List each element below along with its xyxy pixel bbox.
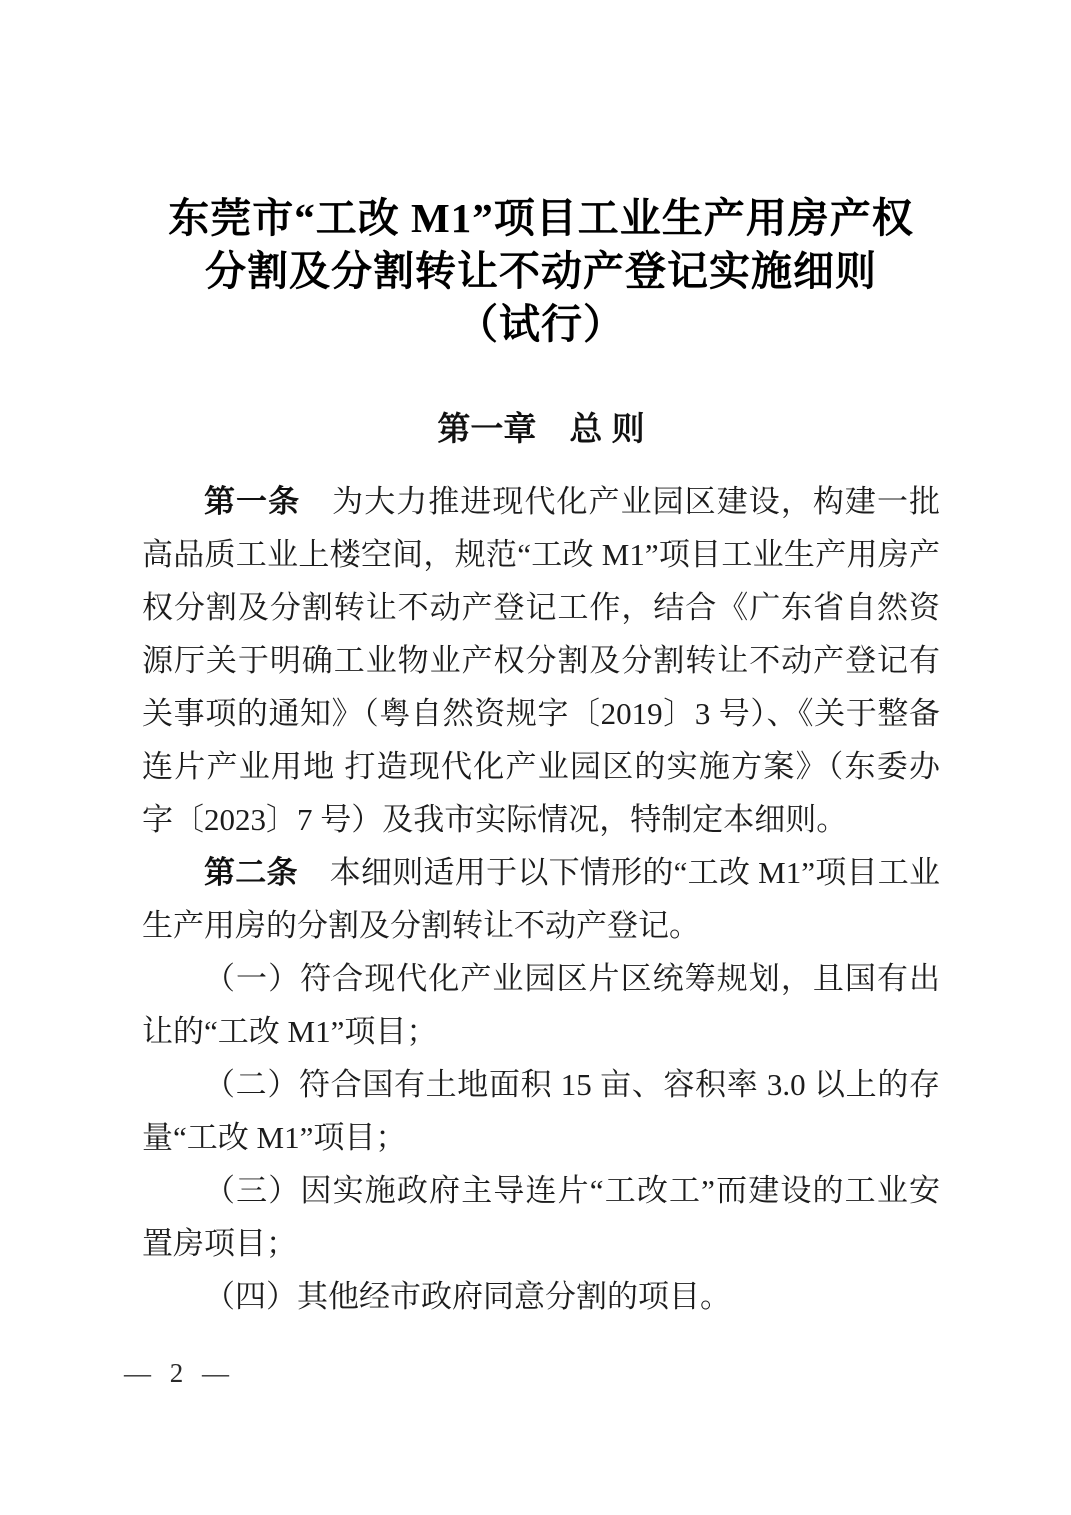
paragraph-article-1 bbox=[142, 475, 940, 846]
paragraph-item-1 bbox=[142, 952, 940, 1058]
document-title-line-1: 东莞市“工改 M1”项目工业生产用房产权 bbox=[168, 195, 914, 241]
article-2-label: 第二条 bbox=[204, 855, 298, 890]
article-1-text: 为大力推进现代化产业园区建设，构建一批高品质工业上楼空间，规范“工改 M1”项目工业生产用房产权分割及分割转让不动产登记工作，结合《广东省自然资源厅关于明确工业物业产权分割及分割转让不动产登记有关事项的通知》（粤自然资规字〔2019〕3 号）、《关于整备连片产业用地 打造现代化产业园区的实施方案》（东委办字〔2023〕7 号）及我市实际情况，特制定本细则。 bbox=[142, 484, 941, 837]
page-number-footer: — 2 — bbox=[124, 1358, 229, 1388]
document-body bbox=[142, 475, 940, 1323]
article-2-text: 本细则适用于以下情形的“工改 M1”项目工业生产用房的分割及分割转让不动产登记。 bbox=[142, 855, 940, 943]
paragraph-article-2 bbox=[142, 846, 940, 952]
paragraph-item-4 bbox=[142, 1270, 940, 1323]
document-title bbox=[142, 192, 940, 351]
paragraph-item-2 bbox=[142, 1058, 940, 1164]
chapter-heading: 第一章 总 则 bbox=[437, 410, 645, 447]
item-2-text: （二）符合国有土地面积 15 亩、容积率 3.0 以上的存量“工改 M1”项目； bbox=[142, 1067, 940, 1155]
article-1-label: 第一条 bbox=[204, 484, 301, 519]
document-title-line-3: （试行） bbox=[457, 301, 625, 347]
item-3-text: （三）因实施政府主导连片“工改工”而建设的工业安置房项目； bbox=[142, 1173, 940, 1261]
item-4-text: （四）其他经市政府同意分割的项目。 bbox=[204, 1279, 731, 1314]
item-1-text: （一）符合现代化产业园区片区统筹规划，且国有出让的“工改 M1”项目； bbox=[142, 961, 940, 1049]
document-title-line-2: 分割及分割转让不动产登记实施细则 bbox=[205, 248, 877, 294]
paragraph-item-3 bbox=[142, 1164, 940, 1270]
